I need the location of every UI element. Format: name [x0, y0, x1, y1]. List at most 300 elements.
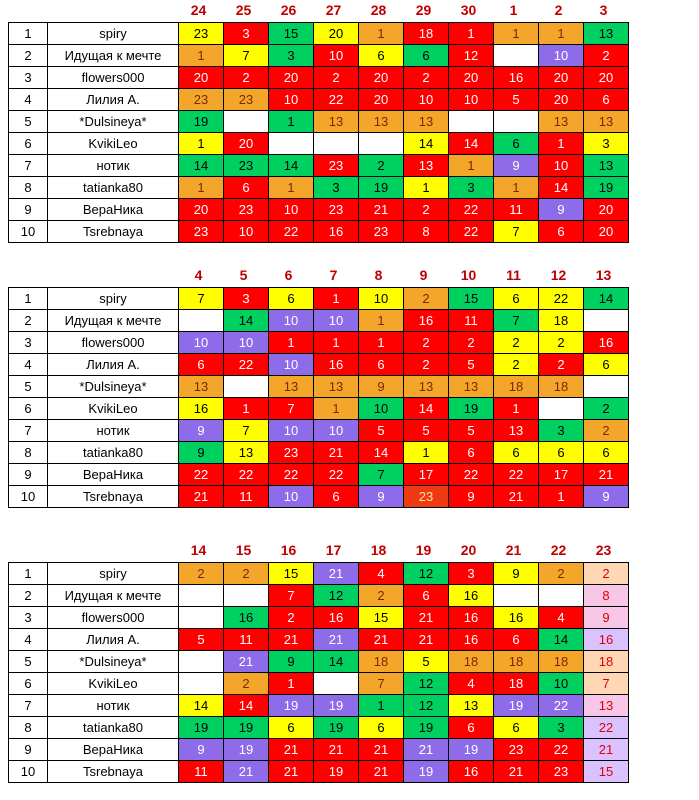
score-cell: 16 — [314, 607, 359, 629]
score-cell: 3 — [539, 717, 584, 739]
participant-name: flowers000 — [48, 67, 179, 89]
score-cell: 16 — [179, 398, 224, 420]
score-cell: 4 — [359, 563, 404, 585]
score-cell: 13 — [584, 695, 629, 717]
score-cell: 18 — [539, 376, 584, 398]
participant-name: Лилия А. — [48, 629, 179, 651]
score-cell: 3 — [224, 23, 269, 45]
score-cell: 1 — [359, 23, 404, 45]
score-cell: 13 — [539, 111, 584, 133]
day-header: 26 — [280, 2, 297, 18]
score-cell — [179, 607, 224, 629]
day-header: 12 — [550, 267, 567, 283]
score-cell: 6 — [584, 354, 629, 376]
row-number: 4 — [9, 89, 48, 111]
participant-name: KvikiLeo — [48, 133, 179, 155]
day-header: 3 — [599, 2, 608, 18]
score-cell: 23 — [224, 89, 269, 111]
score-cell: 2 — [539, 354, 584, 376]
score-cell: 6 — [494, 629, 539, 651]
row-number: 10 — [9, 221, 48, 243]
score-cell: 19 — [179, 717, 224, 739]
row-number: 6 — [9, 673, 48, 695]
participant-name: *Dulsineya* — [48, 376, 179, 398]
score-cell: 18 — [539, 651, 584, 673]
score-cell: 22 — [224, 464, 269, 486]
score-cell: 6 — [494, 288, 539, 310]
score-cell: 2 — [404, 67, 449, 89]
score-cell: 22 — [314, 464, 359, 486]
score-cell: 21 — [494, 761, 539, 783]
score-cell: 16 — [584, 629, 629, 651]
day-header: 21 — [505, 542, 522, 558]
score-cell: 16 — [449, 761, 494, 783]
score-cell: 7 — [359, 464, 404, 486]
table-row — [9, 398, 629, 420]
score-cell: 2 — [224, 673, 269, 695]
score-cell: 19 — [449, 398, 494, 420]
score-cell: 10 — [449, 89, 494, 111]
participant-name: tatianka80 — [48, 442, 179, 464]
score-cell: 12 — [404, 563, 449, 585]
score-cell: 12 — [404, 673, 449, 695]
score-cell — [314, 673, 359, 695]
score-cell: 13 — [449, 376, 494, 398]
score-cell: 2 — [584, 420, 629, 442]
score-cell: 17 — [539, 464, 584, 486]
score-cell: 2 — [224, 563, 269, 585]
row-number: 2 — [9, 45, 48, 67]
score-cell: 13 — [359, 111, 404, 133]
score-cell: 21 — [269, 761, 314, 783]
score-cell: 2 — [404, 354, 449, 376]
score-cell: 22 — [539, 288, 584, 310]
score-cell: 1 — [224, 398, 269, 420]
score-cell: 15 — [269, 563, 314, 585]
score-cell: 6 — [584, 442, 629, 464]
table-row — [9, 695, 629, 717]
score-cell: 22 — [224, 354, 269, 376]
score-cell: 9 — [179, 739, 224, 761]
score-cell: 10 — [539, 45, 584, 67]
day-header: 27 — [325, 2, 342, 18]
score-cell: 23 — [404, 486, 449, 508]
row-number: 3 — [9, 607, 48, 629]
day-header: 1 — [509, 2, 518, 18]
score-cell: 16 — [314, 221, 359, 243]
score-cell: 10 — [269, 310, 314, 332]
score-cell: 16 — [314, 354, 359, 376]
day-header: 5 — [239, 267, 248, 283]
score-cell: 10 — [539, 673, 584, 695]
table-row — [9, 563, 629, 585]
participant-name: KvikiLeo — [48, 673, 179, 695]
score-cell: 22 — [314, 89, 359, 111]
table-row — [9, 67, 629, 89]
participant-name: spiry — [48, 288, 179, 310]
participant-name: Идущая к мечте — [48, 45, 179, 67]
score-cell: 10 — [269, 486, 314, 508]
score-cell — [314, 133, 359, 155]
score-cell: 6 — [359, 717, 404, 739]
score-cell: 2 — [539, 332, 584, 354]
score-cell: 2 — [404, 199, 449, 221]
score-cell: 14 — [404, 398, 449, 420]
score-cell: 13 — [314, 111, 359, 133]
day-header: 17 — [325, 542, 342, 558]
table-row — [9, 739, 629, 761]
score-cell: 18 — [494, 651, 539, 673]
participant-name: Идущая к мечте — [48, 585, 179, 607]
score-cell: 16 — [404, 310, 449, 332]
score-cell: 13 — [404, 111, 449, 133]
score-cell: 10 — [269, 354, 314, 376]
score-cell: 21 — [224, 651, 269, 673]
score-cell: 1 — [539, 133, 584, 155]
score-cell: 11 — [449, 310, 494, 332]
score-cell: 18 — [539, 310, 584, 332]
score-cell: 14 — [404, 133, 449, 155]
score-cell: 22 — [584, 717, 629, 739]
score-cell: 14 — [539, 177, 584, 199]
score-cell: 1 — [179, 133, 224, 155]
score-cell: 1 — [314, 398, 359, 420]
score-cell: 23 — [269, 442, 314, 464]
score-table — [8, 22, 629, 243]
score-cell: 9 — [584, 607, 629, 629]
score-cell — [584, 376, 629, 398]
participant-name: spiry — [48, 563, 179, 585]
table-row — [9, 199, 629, 221]
score-cell: 20 — [269, 67, 314, 89]
score-cell: 1 — [179, 45, 224, 67]
score-cell: 14 — [584, 288, 629, 310]
score-cell: 5 — [449, 354, 494, 376]
table-row — [9, 288, 629, 310]
score-cell: 7 — [494, 221, 539, 243]
score-cell: 2 — [584, 563, 629, 585]
participant-name: нотик — [48, 695, 179, 717]
score-cell: 10 — [269, 199, 314, 221]
participant-name: ВераНика — [48, 739, 179, 761]
score-cell: 1 — [494, 398, 539, 420]
score-cell: 21 — [314, 563, 359, 585]
score-cell: 9 — [584, 486, 629, 508]
score-cell: 11 — [494, 199, 539, 221]
row-number: 10 — [9, 761, 48, 783]
score-cell: 20 — [179, 67, 224, 89]
score-cell: 13 — [584, 155, 629, 177]
day-header: 8 — [374, 267, 383, 283]
table-row — [9, 23, 629, 45]
score-cell: 8 — [584, 585, 629, 607]
participant-name: Идущая к мечте — [48, 310, 179, 332]
score-cell: 1 — [539, 23, 584, 45]
score-cell: 21 — [404, 629, 449, 651]
score-cell: 23 — [539, 761, 584, 783]
score-cell: 21 — [179, 486, 224, 508]
score-cell: 11 — [224, 486, 269, 508]
score-cell: 10 — [179, 332, 224, 354]
score-cell: 22 — [539, 739, 584, 761]
score-cell: 14 — [179, 695, 224, 717]
score-cell: 3 — [539, 420, 584, 442]
score-cell: 2 — [224, 67, 269, 89]
score-cell — [179, 673, 224, 695]
score-cell: 23 — [224, 155, 269, 177]
score-cell: 4 — [539, 607, 584, 629]
row-number: 7 — [9, 155, 48, 177]
score-cell: 21 — [224, 761, 269, 783]
score-cell: 5 — [179, 629, 224, 651]
day-header: 22 — [550, 542, 567, 558]
score-cell — [179, 585, 224, 607]
score-cell: 6 — [404, 585, 449, 607]
score-cell: 13 — [269, 376, 314, 398]
score-cell: 10 — [539, 155, 584, 177]
score-cell: 12 — [314, 585, 359, 607]
score-cell — [539, 398, 584, 420]
row-number: 4 — [9, 629, 48, 651]
table-row — [9, 155, 629, 177]
score-cell: 1 — [404, 177, 449, 199]
score-cell: 21 — [269, 629, 314, 651]
score-cell: 10 — [359, 288, 404, 310]
score-cell — [494, 585, 539, 607]
score-cell: 8 — [404, 221, 449, 243]
day-header: 19 — [415, 542, 432, 558]
score-cell: 1 — [179, 177, 224, 199]
score-cell: 2 — [269, 607, 314, 629]
participant-name: Лилия А. — [48, 89, 179, 111]
score-cell: 9 — [494, 155, 539, 177]
score-cell: 19 — [404, 717, 449, 739]
table-row — [9, 585, 629, 607]
participant-name: *Dulsineya* — [48, 111, 179, 133]
row-number: 9 — [9, 199, 48, 221]
row-number: 8 — [9, 442, 48, 464]
score-cell: 6 — [539, 442, 584, 464]
participant-name: KvikiLeo — [48, 398, 179, 420]
score-cell: 2 — [449, 332, 494, 354]
score-cell: 13 — [179, 376, 224, 398]
score-cell: 6 — [494, 133, 539, 155]
score-cell — [224, 111, 269, 133]
score-cell: 20 — [179, 199, 224, 221]
score-cell: 6 — [314, 486, 359, 508]
table-row — [9, 420, 629, 442]
score-cell: 1 — [359, 332, 404, 354]
score-cell: 15 — [449, 288, 494, 310]
score-cell: 9 — [359, 376, 404, 398]
score-table — [8, 287, 629, 508]
score-cell: 6 — [449, 442, 494, 464]
participant-name: *Dulsineya* — [48, 651, 179, 673]
table-row — [9, 221, 629, 243]
score-cell: 1 — [269, 673, 314, 695]
score-cell: 6 — [494, 442, 539, 464]
day-header: 24 — [190, 2, 207, 18]
score-cell: 6 — [359, 354, 404, 376]
score-cell: 6 — [224, 177, 269, 199]
score-cell: 20 — [584, 67, 629, 89]
score-cell: 6 — [494, 717, 539, 739]
score-cell: 14 — [449, 133, 494, 155]
score-cell — [494, 111, 539, 133]
score-cell: 2 — [359, 585, 404, 607]
score-cell: 1 — [359, 695, 404, 717]
score-cell: 10 — [359, 398, 404, 420]
score-cell: 3 — [584, 133, 629, 155]
score-cell: 22 — [449, 199, 494, 221]
score-cell — [539, 585, 584, 607]
score-cell: 9 — [359, 486, 404, 508]
score-cell: 23 — [359, 221, 404, 243]
score-cell: 14 — [179, 155, 224, 177]
score-cell: 9 — [494, 563, 539, 585]
score-cell: 23 — [179, 23, 224, 45]
score-cell: 22 — [539, 695, 584, 717]
score-cell: 20 — [224, 133, 269, 155]
score-cell: 12 — [404, 695, 449, 717]
score-cell: 3 — [314, 177, 359, 199]
score-cell: 6 — [449, 717, 494, 739]
score-table — [8, 562, 629, 783]
score-cell: 23 — [314, 155, 359, 177]
table-row — [9, 45, 629, 67]
score-cell: 19 — [314, 761, 359, 783]
row-number: 1 — [9, 23, 48, 45]
score-cell: 3 — [449, 563, 494, 585]
participant-name: Tsrebnaya — [48, 486, 179, 508]
score-cell: 13 — [584, 23, 629, 45]
table-row — [9, 354, 629, 376]
score-cell: 14 — [224, 310, 269, 332]
row-number: 9 — [9, 464, 48, 486]
score-cell: 20 — [539, 89, 584, 111]
score-cell: 1 — [494, 177, 539, 199]
table-row — [9, 673, 629, 695]
score-cell — [359, 133, 404, 155]
score-cell: 14 — [539, 629, 584, 651]
score-cell: 16 — [449, 585, 494, 607]
score-cell: 19 — [359, 177, 404, 199]
score-cell: 6 — [269, 288, 314, 310]
score-cell: 1 — [314, 288, 359, 310]
score-cell: 19 — [404, 761, 449, 783]
score-cell: 1 — [269, 332, 314, 354]
day-header: 29 — [415, 2, 432, 18]
day-header: 4 — [194, 267, 203, 283]
score-cell: 10 — [314, 45, 359, 67]
score-cell: 18 — [494, 376, 539, 398]
day-header: 20 — [460, 542, 477, 558]
score-cell: 7 — [224, 45, 269, 67]
score-cell: 5 — [359, 420, 404, 442]
score-cell: 1 — [449, 155, 494, 177]
score-cell: 6 — [269, 717, 314, 739]
score-cell: 13 — [314, 376, 359, 398]
row-number: 6 — [9, 398, 48, 420]
score-cell: 10 — [224, 221, 269, 243]
day-header: 18 — [370, 542, 387, 558]
participant-name: Tsrebnaya — [48, 761, 179, 783]
score-cell: 1 — [404, 442, 449, 464]
score-cell: 10 — [269, 89, 314, 111]
score-cell: 10 — [314, 310, 359, 332]
row-number: 2 — [9, 310, 48, 332]
score-cell: 21 — [269, 739, 314, 761]
score-cell: 18 — [494, 673, 539, 695]
score-cell: 21 — [404, 739, 449, 761]
day-header: 30 — [460, 2, 477, 18]
score-cell — [224, 376, 269, 398]
score-cell: 9 — [449, 486, 494, 508]
score-cell: 22 — [449, 464, 494, 486]
score-cell: 20 — [314, 23, 359, 45]
score-cell: 10 — [404, 89, 449, 111]
participant-name: ВераНика — [48, 464, 179, 486]
score-cell: 10 — [314, 420, 359, 442]
table-row — [9, 486, 629, 508]
score-cell: 16 — [494, 67, 539, 89]
score-cell: 5 — [449, 420, 494, 442]
score-cell: 21 — [314, 739, 359, 761]
row-number: 10 — [9, 486, 48, 508]
score-cell: 18 — [449, 651, 494, 673]
score-cell: 14 — [269, 155, 314, 177]
day-header: 6 — [284, 267, 293, 283]
participant-name: ВераНика — [48, 199, 179, 221]
score-cell: 2 — [584, 398, 629, 420]
score-cell: 1 — [494, 23, 539, 45]
row-number: 7 — [9, 695, 48, 717]
day-header: 7 — [329, 267, 338, 283]
row-number: 5 — [9, 376, 48, 398]
score-cell — [179, 651, 224, 673]
score-cell: 2 — [539, 563, 584, 585]
score-cell: 9 — [179, 420, 224, 442]
row-number: 4 — [9, 354, 48, 376]
table-row — [9, 310, 629, 332]
score-cell — [449, 111, 494, 133]
score-cell: 21 — [314, 629, 359, 651]
score-cell: 1 — [539, 486, 584, 508]
table-row — [9, 629, 629, 651]
score-cell: 6 — [404, 45, 449, 67]
day-header: 15 — [235, 542, 252, 558]
table-row — [9, 111, 629, 133]
score-cell: 22 — [494, 464, 539, 486]
score-cell: 7 — [584, 673, 629, 695]
score-cell: 6 — [179, 354, 224, 376]
score-cell: 13 — [494, 420, 539, 442]
table-row — [9, 133, 629, 155]
score-cell: 23 — [224, 199, 269, 221]
score-cell: 14 — [359, 442, 404, 464]
row-number: 3 — [9, 67, 48, 89]
score-cell: 2 — [404, 288, 449, 310]
score-cell: 21 — [584, 464, 629, 486]
day-header: 13 — [595, 267, 612, 283]
score-cell: 6 — [584, 89, 629, 111]
score-cell: 22 — [179, 464, 224, 486]
row-number: 3 — [9, 332, 48, 354]
score-cell: 1 — [269, 177, 314, 199]
score-cell: 9 — [179, 442, 224, 464]
score-cell: 19 — [449, 739, 494, 761]
score-cell: 22 — [449, 221, 494, 243]
